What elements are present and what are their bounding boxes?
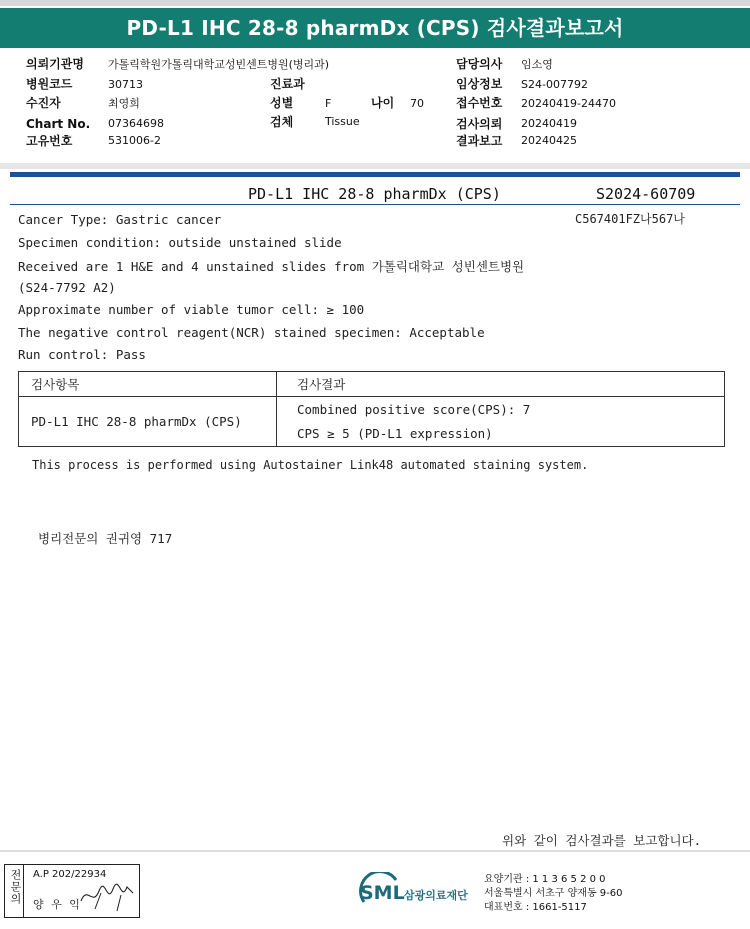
body-line-block-id: (S24-7792 A2) <box>18 280 116 295</box>
header-value-request-date: 20240419 <box>521 117 577 130</box>
header-value-institution: 가톨릭학원가톨릭대학교성빈센트병원(병리과) <box>108 58 330 71</box>
org-name: 삼광의료재단 <box>404 889 468 902</box>
header-label-age: 나이 <box>371 96 395 110</box>
body-line-ncr: The negative control reagent(NCR) stained specimen: Acceptable <box>18 325 485 340</box>
result-values <box>277 397 725 447</box>
header-value-report-date: 20240425 <box>521 134 577 147</box>
report-top-rule <box>10 172 740 177</box>
result-cps-score: Combined positive score(CPS): 7 <box>297 401 531 417</box>
report-title-underline <box>10 204 740 205</box>
header-label-unique-no: 고유번호 <box>26 134 73 148</box>
footer-separator <box>0 850 750 852</box>
result-table <box>18 371 725 447</box>
header-value-specimen: Tissue <box>325 115 360 128</box>
report-number: S2024-60709 <box>596 185 696 203</box>
header-label-receipt-no: 접수번호 <box>456 96 503 110</box>
header-label-request-date: 검사의뢰 <box>456 117 503 131</box>
header-label-chart-no: Chart No. <box>26 117 91 131</box>
header-value-sex: F <box>325 97 332 110</box>
stamp-name: 양 우 익 <box>33 898 82 911</box>
stamp-side-box <box>5 865 24 917</box>
body-line-received: Received are 1 H&E and 4 unstained slides from 가톨릭대학교 성빈센트병원 <box>18 259 525 274</box>
top-gray-bar <box>0 0 750 6</box>
header-value-unique-no: 531006-2 <box>108 134 161 147</box>
body-line-cancer-type: Cancer Type: Gastric cancer <box>18 212 222 227</box>
body-line-specimen-condition: Specimen condition: outside unstained slide <box>18 235 342 250</box>
org-info <box>484 873 623 915</box>
stamp-code: A.P 202/22934 <box>33 869 107 880</box>
report-test-name: PD-L1 IHC 28-8 pharmDx (CPS) <box>248 185 501 203</box>
report-title-banner: PD-L1 IHC 28-8 pharmDx (CPS) 검사결과보고서 <box>0 8 750 48</box>
handwritten-signature <box>77 879 137 913</box>
result-table-header-row <box>19 372 725 397</box>
org-info-address: 서울특별시 서초구 양재동 9-60 <box>484 888 623 899</box>
header-label-clinical-info: 임상정보 <box>456 77 503 91</box>
org-info-phone: 대표번호 : 1661-5117 <box>484 902 587 913</box>
result-cps-interpretation: CPS ≥ 5 (PD-L1 expression) <box>297 425 493 441</box>
header-label-patient: 수진자 <box>26 96 61 110</box>
body-line-viable-cells: Approximate number of viable tumor cell: ≥ 100 <box>18 302 365 317</box>
result-item: PD-L1 IHC 28-8 pharmDx (CPS) <box>19 397 277 447</box>
header-label-doctor: 담당의사 <box>456 57 503 71</box>
header-value-chart-no: 07364698 <box>108 117 164 130</box>
header-value-receipt-no: 20240419-24470 <box>521 97 616 110</box>
result-header-item: 검사항목 <box>19 372 277 397</box>
body-line-run-control: Run control: Pass <box>18 347 146 362</box>
header-value-patient: 최영희 <box>108 97 140 110</box>
header-label-sex: 성별 <box>270 96 294 110</box>
header-label-report-date: 결과보고 <box>456 134 503 148</box>
pathologist-signature: 병리전문의 권귀영 717 <box>38 531 173 546</box>
header-value-age: 70 <box>410 97 424 110</box>
header-label-institution: 의뢰기관명 <box>26 57 84 71</box>
header-label-department: 진료과 <box>270 77 305 91</box>
header-separator <box>0 163 750 169</box>
sml-logo <box>358 872 468 912</box>
stamp-side-label: 전문의 <box>9 869 22 905</box>
report-sub-code: C567401FZ나567나 <box>575 212 685 226</box>
header-value-clinical-info: S24-007792 <box>521 78 588 91</box>
specialist-stamp <box>4 864 140 918</box>
header-label-hospital-code: 병원코드 <box>26 77 73 91</box>
header-value-hospital-code: 30713 <box>108 78 143 91</box>
process-note: This process is performed using Autostainer Link48 automated staining system. <box>32 458 589 472</box>
result-header-result: 검사결과 <box>277 372 725 397</box>
closing-statement: 위와 같이 검사결과를 보고합니다. <box>502 833 702 848</box>
result-table-row <box>19 397 725 447</box>
sml-logo-text: SML <box>360 882 405 904</box>
org-info-code: 요양기관 : 1 1 3 6 5 2 0 0 <box>484 874 606 885</box>
header-label-specimen: 검체 <box>270 115 294 129</box>
header-value-doctor: 임소영 <box>521 58 553 71</box>
